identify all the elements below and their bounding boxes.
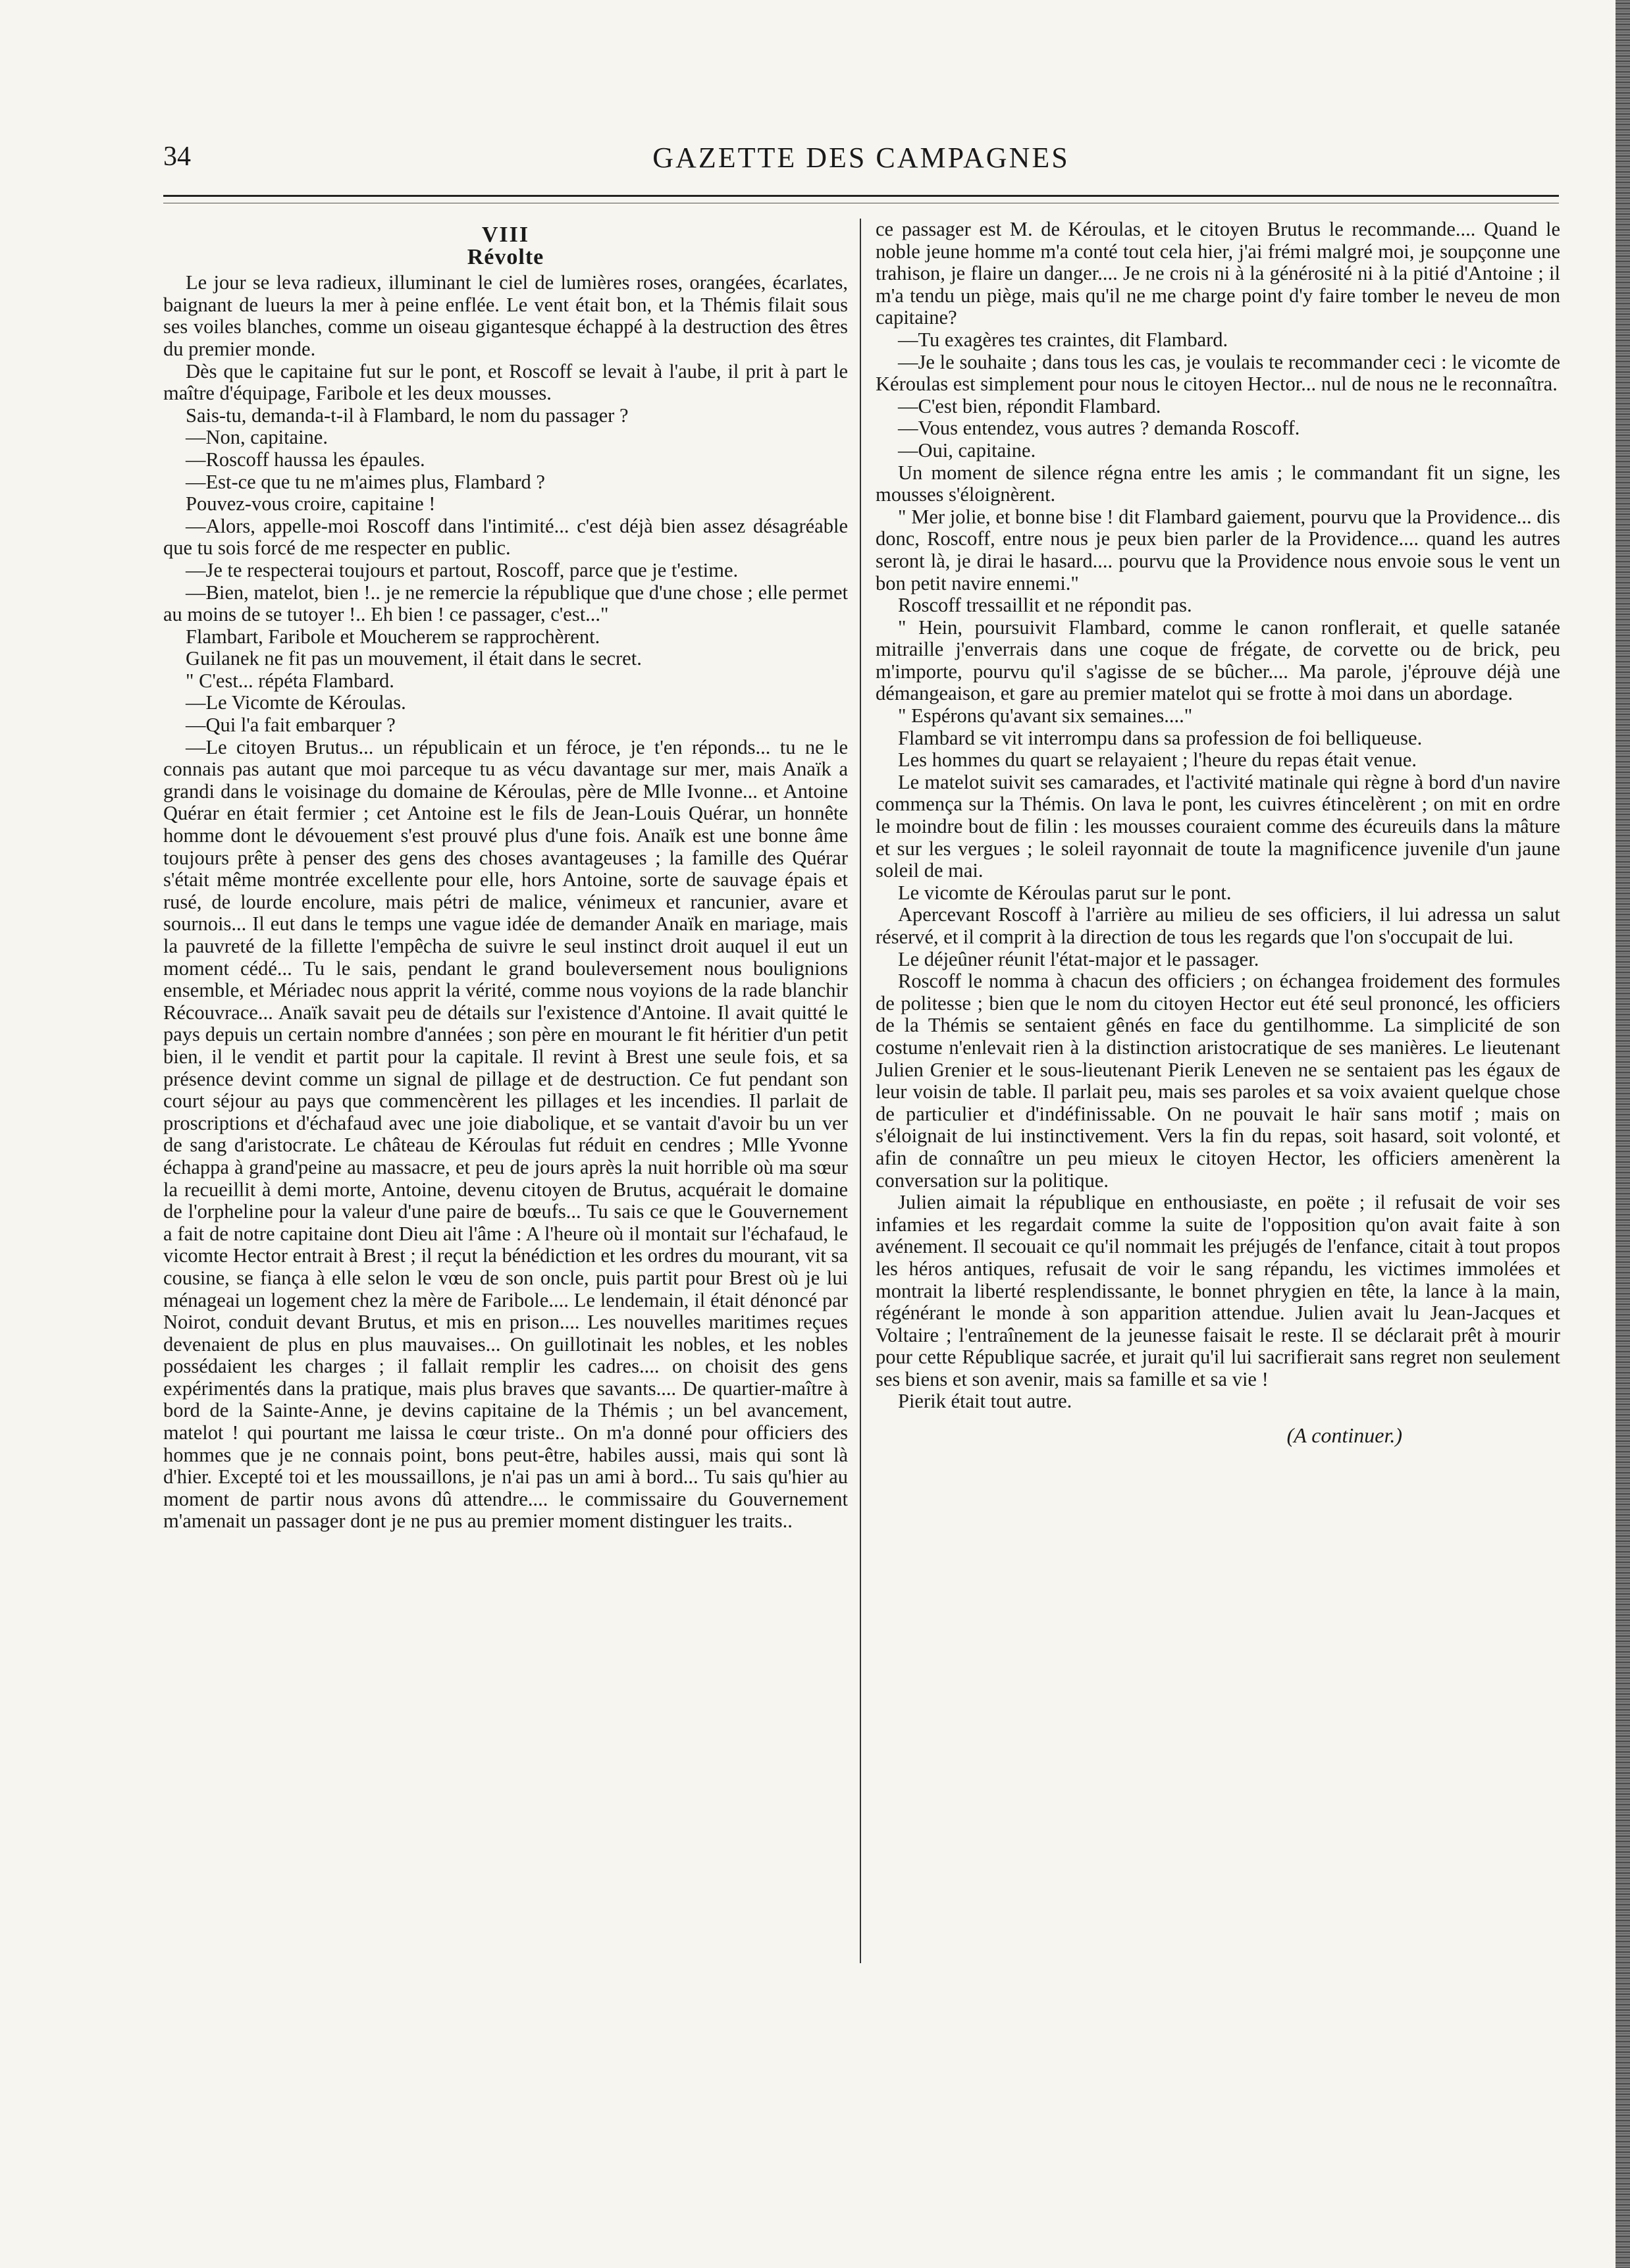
paragraph: —Tu exagères tes craintes, dit Flambard. bbox=[898, 328, 1228, 351]
paragraph: Flambart, Faribole et Moucherem se rapprochèrent. bbox=[186, 625, 600, 648]
header-rule bbox=[163, 195, 1559, 197]
paragraph: —Je te respecterai toujours et partout, Roscoff, parce que je t'estime. bbox=[186, 558, 739, 581]
left-column bbox=[163, 219, 848, 1970]
page-number: 34 bbox=[163, 142, 191, 172]
paragraph: " C'est... répéta Flambard. bbox=[186, 669, 394, 692]
chapter-title: Révolte bbox=[467, 244, 544, 269]
paragraph: —Le citoyen Brutus... un républicain et un féroce, je t'en réponds... tu ne le connais pas autant que moi parceque tu as vécu davantage sur mer, mais Anaïk a grandi dans le voisinage du domaine de Kéroulas, père de Mlle Ivonne... et Antoine Quérar en était fermier ; cet Antoine est le fils de Jean-Louis Quérar, un honnête homme dont le dévouement s'est prouvé plus d'une fois. Anaïk est une bonne âme toujours prête à penser des gens des choses avantageuses ; la famille des Quérar s'était même montrée excellente pour elle, hors Antoine, sorte de sauvage épais et rusé, de lourde encolure, mais pétri de malice, vénimeux et rancunier, avare et sournois... Il eut dans le temps une vague idée de demander Anaïk en mariage, mais la pauvreté de la fillette l'empêcha de suivre le seul instinct droit auquel il eut un moment cédé... Tu le sais, pendant le grand bouleversement nous boulignions ensemble, et Mériadec nous apprit la vérité, comme nous voyions de la rade blanchir Récouvrace... Anaïk savait peu de détails sur l'existence d'Antoine. Il avait quitté le pays depuis un certain nombre d'années ; son père en mourant le fit héritier d'un petit bien, il le vendit et partit pour la capitale. Il revint à Brest une seule fois, et sa présence devint comme un signal de pillage et de destruction. Ce fut pendant son court séjour au pays que commencèrent les pillages et les incendies. Il parlait de proscriptions et d'échafaud avec une joie diabolique, et se vantait d'avoir bu un ver de sang d'aristocrate. Le château de Kéroulas fut réduit en cendres ; Mlle Yvonne échappa à grand'peine au massacre, et peu de jours après la nuit horrible où ma sœur la recueillit à demi morte, Antoine, devenu citoyen de Brutus, acquérait le domaine de l'orpheline pour la valeur d'une paire de bœufs... Tu sais ce que le Gouvernement a fait de notre capitaine dont Dieu ait l'âme : A l'heure où il montait sur l'échafaud, le vicomte Hector entrait à Brest ; il reçut la bénédiction et les ordres du mourant, vit sa cousine, se fiança à elle selon le vœu de son oncle, puis partit pour Brest où je lui ménageai un logement chez la mère de Faribole.... Le lendemain, il était dénoncé par Noirot, conduit devant Brutus, et mis en prison.... Les nouvelles maritimes reçues devenaient de plus en plus mauvaises... On guillotinait les nobles, et les nobles possédaient les charges ; il fallait remplir les cadres.... on choisit des gens expérimentés dans la pratique, mais plus braves que savants.... De quartier-maître à bord de la Sainte-Anne, je devins capitaine de la Thémis ; un bel avancement, matelot ! qui pourtant me laissa le cœur triste.. On m'a donné pour officiers des hommes que je ne connais point, bons peut-être, habiles aussi, mais qui sont là d'hier. Excepté toi et les moussaillons, je n'ai pas un ami à bord... Tu sais qu'hier au moment de partir nous avons dû attendre.... le commissaire du Gouvernement m'amenait un passager dont je ne pus au premier moment distinguer les traits.. bbox=[163, 735, 848, 1533]
paragraph: Pierik était tout autre. bbox=[898, 1390, 1072, 1413]
paragraph: —Non, capitaine. bbox=[186, 426, 328, 449]
paragraph: Apercevant Roscoff à l'arrière au milieu de ses officiers, il lui adressa un salut réservé, et il comprit à la direction de tous les regards que l'on s'occupait de lui. bbox=[876, 903, 1560, 948]
paragraph: —Oui, capitaine. bbox=[898, 438, 1036, 462]
paragraph: Dès que le capitaine fut sur le pont, et Roscoff se levait à l'aube, il prit à part le maître d'équipage, Faribole et les deux mousses. bbox=[163, 359, 848, 405]
paragraph: —Est-ce que tu ne m'aimes plus, Flambard ? bbox=[186, 470, 545, 493]
paragraph: Le jour se leva radieux, illuminant le ciel de lumières roses, orangées, écarlates, baignant de lueurs la mer à peine enflée. Le vent était bon, et la Thémis filait sous ses voiles blanches, comme un oiseau gigantesque échappé à la destruction des êtres du premier monde. bbox=[163, 271, 848, 360]
paragraph: Les hommes du quart se relayaient ; l'heure du repas était venue. bbox=[898, 749, 1417, 772]
paragraph: Le déjeûner réunit l'état-major et le passager. bbox=[898, 947, 1259, 970]
paragraph: Sais-tu, demanda-t-il à Flambard, le nom du passager ? bbox=[186, 404, 629, 427]
page-header bbox=[163, 141, 1559, 180]
paragraph: " Mer jolie, et bonne bise ! dit Flambard gaiement, pourvu que la Providence... dis donc, Roscoff, entre nous je peux bien parler de la Providence.... quand les autres seront là, je dirai le hasard.... pourvu que la Providence nous envoie sous le vent un bon petit navire ennemi." bbox=[876, 505, 1560, 594]
paragraph: Julien aimait la république en enthousiaste, en poëte ; il refusait de voir ses infamies et les regardait comme la suite de l'opposition qu'on avait faite à son avénement. Il secouait ce qu'il nommait les préjugés de l'enfance, citait à tout propos les héros antiques, refusait de voir le sang répandu, les victimes immolées et montrait la liberté resplendissante, le bonnet phrygien en tête, la lance à la main, régénérant le monde à son apparition attendue. Julien avait lu Jean-Jacques et Voltaire ; l'entraînement de la jeunesse faisait le reste. Il se déclarait prêt à mourir pour cette République sacrée, et jurait qu'il lui sacrifierait sans regret non seulement ses biens et son avenir, mais sa famille et sa vie ! bbox=[876, 1191, 1560, 1390]
paragraph: ce passager est M. de Kéroulas, et le citoyen Brutus le recommande.... Quand le noble jeune homme m'a conté tout cela hier, j'ai frémi malgré moi, je soupçonne une trahison, je flaire un danger.... Je ne crois ni à la générosité ni à la pitié d'Antoine ; il m'a tendu un piège, mais qu'il ne me charge point d'y faire tomber le neveu de mon capitaine? bbox=[876, 219, 1560, 329]
paragraph: Un moment de silence régna entre les amis ; le commandant fit un signe, les mousses s'éloignèrent. bbox=[876, 461, 1560, 506]
chapter-number: VIII bbox=[481, 223, 530, 247]
paragraph: Roscoff tressaillit et ne répondit pas. bbox=[898, 594, 1192, 617]
paragraph: Le vicomte de Kéroulas parut sur le pont. bbox=[898, 881, 1232, 904]
paragraph: Flambard se vit interrompu dans sa profession de foi belliqueuse. bbox=[898, 726, 1423, 749]
paragraph: —Je le souhaite ; dans tous les cas, je voulais te recommander ceci : le vicomte de Kéroulas est simplement pour nous le citoyen Hector... nul de nous ne le reconnaîtra. bbox=[876, 350, 1560, 396]
to-be-continued: (A continuer.) bbox=[1286, 1423, 1402, 1448]
paragraph: " Hein, poursuivit Flambard, comme le canon ronflerait, et quelle satanée mitraille j'enverrais dans une coque de frégate, de corvette ou de brick, peu m'importe, pourvu qu'il s'agisse de se bûcher.... Ma parole, j'éprouve déjà une démangeaison, et gare au premier matelot qui se frotte à moi dans un abordage. bbox=[876, 616, 1560, 705]
paragraph: Roscoff le nomma à chacun des officiers ; on échangea froidement des formules de politesse ; bien que le nom du citoyen Hector eut été seul prononcé, les officiers de la Thémis se sentaient gênés en face du gentilhomme. La simplicité de son costume n'enlevait rien à la distinction aristocratique de ses manières. Le lieutenant Julien Grenier et le sous-lieutenant Pierik Leneven ne se sentaient pas les égaux de leur voisin de table. Il parlait peu, mais ses paroles et sa voix avaient quelque chose de particulier et d'indéfinissable. On ne pouvait le haïr sans motif ; mais on s'éloignait de lui instinctivement. Vers la fin du repas, soit hasard, soit volonté, et afin de connaître un peu mieux le citoyen Hector, les officiers amenèrent la conversation sur la politique. bbox=[876, 970, 1560, 1192]
paragraph: —C'est bien, répondit Flambard. bbox=[898, 394, 1161, 417]
paragraph: —Le Vicomte de Kéroulas. bbox=[186, 691, 406, 714]
paragraph: —Bien, matelot, bien !.. je ne remercie la république que d'une chose ; elle permet au moins de se tutoyer !.. Eh bien ! ce passager, c'est..." bbox=[163, 581, 848, 626]
paragraph: Le matelot suivit ses camarades, et l'activité matinale qui règne à bord d'un navire commença sur la Thémis. On lava le pont, les cuivres étincelèrent ; on mit en ordre le moindre bout de filin : les mousses couraient comme des écureuils dans la mâture et sur les vergues ; le soleil rayonnait de toute la magnificence juvenile d'un jaune soleil de mai. bbox=[876, 770, 1560, 882]
paragraph: Guilanek ne fit pas un mouvement, il était dans le secret. bbox=[186, 647, 642, 670]
journal-title: GAZETTE DES CAMPAGNES bbox=[652, 142, 1070, 174]
paragraph: —Roscoff haussa les épaules. bbox=[186, 448, 425, 471]
right-column bbox=[876, 219, 1560, 1970]
paragraph: —Alors, appelle-moi Roscoff dans l'intimité... c'est déjà bien assez désagréable que tu sois forcé de me respecter en public. bbox=[163, 514, 848, 560]
paragraph: —Vous entendez, vous autres ? demanda Roscoff. bbox=[898, 417, 1300, 440]
paragraph: " Espérons qu'avant six semaines...." bbox=[898, 704, 1193, 727]
column-divider bbox=[860, 219, 861, 1963]
page-edge-scan-artifact bbox=[1616, 0, 1630, 2268]
paragraph: —Qui l'a fait embarquer ? bbox=[186, 714, 396, 737]
paragraph: Pouvez-vous croire, capitaine ! bbox=[186, 492, 436, 515]
